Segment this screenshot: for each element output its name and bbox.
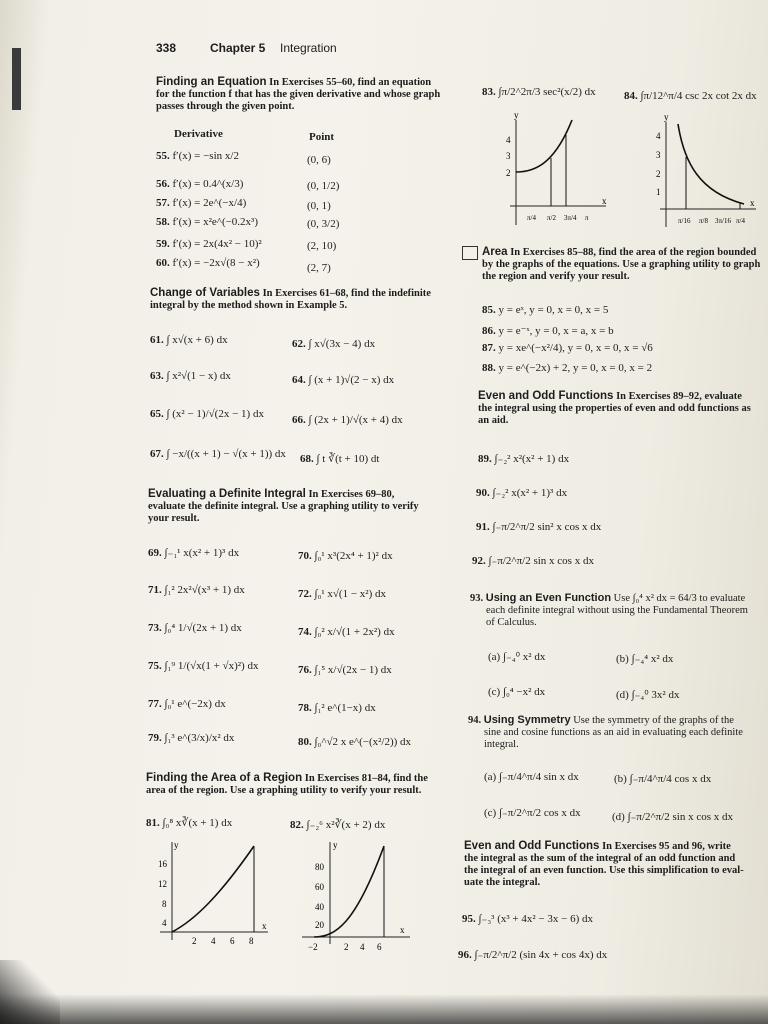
x-tick: π	[585, 214, 589, 222]
y-tick: 60	[315, 882, 324, 892]
exercise-65: 65. ∫ (x² − 1)/√(2x − 1) dx	[150, 408, 264, 420]
section-text: evaluate the definite integral. Use a graphing utility to verify	[148, 501, 419, 512]
exercise-76: 76. ∫₁⁵ x/√(2x − 1) dx	[298, 664, 392, 676]
exercise-94d: (d) ∫₋π/2^π/2 sin x cos x dx	[612, 811, 734, 823]
x-tick: π/2	[547, 214, 556, 222]
exercise-89: 89. ∫₋₂² x²(x² + 1) dx	[478, 453, 570, 465]
exercise-94b: (b) ∫₋π/4^π/4 cos x dx	[614, 773, 712, 785]
exercise-59: 59. f′(x) = 2x(4x² − 10)²	[156, 238, 262, 250]
exercise-68: 68. ∫ t ∛(t + 10) dt	[300, 453, 380, 465]
x-tick: 3π/16	[715, 217, 731, 225]
exercise-72: 72. ∫₀¹ x√(1 − x²) dx	[298, 588, 387, 600]
curve	[172, 846, 254, 932]
exercise-85: 85. y = eˣ, y = 0, x = 0, x = 5	[482, 304, 609, 316]
x-axis-label: x	[262, 921, 267, 931]
section-text: integral by the method shown in Example 5.	[150, 300, 348, 311]
section-area	[482, 246, 767, 283]
y-tick: 2	[506, 168, 511, 178]
point-60: (2, 7)	[307, 262, 331, 274]
page-number: 338	[156, 41, 177, 55]
curve	[314, 846, 384, 937]
section-heading: Area	[482, 246, 508, 258]
exercise-78: 78. ∫₁² e^(1−x) dx	[298, 702, 376, 714]
x-tick: 2	[192, 936, 197, 946]
x-tick: 2	[344, 942, 349, 952]
y-tick: 4	[506, 135, 511, 145]
exercise-82: 82. ∫₋₂⁶ x²∛(x + 2) dx	[290, 819, 386, 831]
section-heading: Finding an Equation	[156, 76, 267, 88]
exercise-83: 83. ∫π/2^2π/3 sec²(x/2) dx	[482, 86, 596, 98]
column-header-derivative: Derivative	[174, 128, 223, 140]
x-tick: 3π/4	[564, 214, 577, 222]
section-text: the integral as the sum of the integral of an odd function and	[464, 853, 736, 864]
section-text: In Exercises 55–60, find an equation	[269, 77, 432, 88]
section-text: the integral of an even function. Use this simplification to eval-	[464, 865, 744, 876]
exercise-84: 84. ∫π/12^π/4 csc 2x cot 2x dx	[624, 90, 757, 102]
x-tick: 8	[249, 936, 254, 946]
y-tick: 2	[656, 169, 661, 179]
section-text: In Exercises 69–80,	[308, 489, 395, 500]
chapter-title: Integration	[280, 41, 337, 55]
y-tick: 4	[656, 131, 661, 141]
exercise-55: 55. f′(x) = −sin x/2	[156, 150, 239, 162]
exercise-81: 81. ∫₀⁸ x∛(x + 1) dx	[146, 817, 233, 829]
point-55: (0, 6)	[307, 154, 331, 166]
exercise-63: 63. ∫ x²√(1 − x) dx	[150, 370, 231, 382]
exercise-93b: (b) ∫₋₄⁴ x² dx	[616, 653, 674, 665]
page-shadow	[0, 994, 768, 1024]
x-tick: 4	[211, 936, 216, 946]
x-axis-label: x	[400, 925, 405, 935]
point-59: (2, 10)	[307, 240, 337, 252]
section-heading: Even and Odd Functions	[478, 390, 614, 402]
y-tick: 3	[506, 151, 511, 161]
y-axis-label: y	[174, 840, 179, 850]
exercise-75: 75. ∫₁⁹ 1/(√x(1 + √x)²) dx	[148, 660, 259, 672]
exercise-88: 88. y = e^(−2x) + 2, y = 0, x = 0, x = 2	[482, 362, 653, 374]
exercise-91: 91. ∫₋π/2^π/2 sin² x cos x dx	[476, 521, 602, 533]
section-text: In Exercises 61–68, find the indefinite	[262, 288, 431, 299]
exercise-heading: Using Symmetry	[483, 714, 571, 726]
exercise-58: 58. f′(x) = x²e^(−0.2x³)	[156, 216, 259, 228]
y-tick: 12	[158, 879, 167, 889]
section-text: In Exercises 81–84, find the	[304, 773, 428, 784]
y-tick: 20	[315, 920, 324, 930]
exercise-62: 62. ∫ x√(3x − 4) dx	[292, 338, 376, 350]
x-axis-label: x	[602, 196, 607, 206]
exercise-67: 67. ∫ −x/((x + 1) − √(x + 1)) dx	[150, 448, 286, 460]
x-tick: 4	[360, 942, 365, 952]
exercise-95: 95. ∫₋₃³ (x³ + 4x² − 3x − 6) dx	[462, 913, 593, 925]
graph-82	[300, 840, 415, 955]
point-57: (0, 1)	[307, 200, 331, 212]
section-area-region	[146, 772, 476, 797]
section-even-odd	[478, 390, 766, 427]
exercise-93: 93. Using an Even Function Use ∫₀⁴ x² dx = 64/3 to evaluate each definite integral without using the Fundamental Theorem of Calculus.	[470, 592, 748, 628]
exercise-90: 90. ∫₋₂² x(x² + 1)³ dx	[476, 487, 568, 499]
y-tick: 3	[656, 150, 661, 160]
section-text: by the graphs of the equations. Use a graphing utility to graph	[482, 259, 761, 270]
section-even-odd-2	[464, 840, 764, 889]
y-axis-label: y	[664, 112, 669, 122]
exercise-70: 70. ∫₀¹ x³(2x⁴ + 1)² dx	[298, 550, 393, 562]
y-tick: 16	[158, 859, 167, 869]
exercise-60: 60. f′(x) = −2x√(8 − x²)	[156, 257, 260, 269]
section-text: the region and verify your result.	[482, 271, 630, 282]
section-text: uate the integral.	[464, 877, 541, 888]
exercise-96: 96. ∫₋π/2^π/2 (sin 4x + cos 4x) dx	[458, 949, 608, 961]
page-corner-shadow	[0, 960, 60, 1024]
x-axis-label: x	[750, 198, 755, 208]
section-change-of-variables	[150, 287, 470, 312]
curve	[678, 124, 744, 204]
x-tick: π/8	[699, 217, 708, 225]
section-finding-equation	[156, 76, 466, 113]
section-heading: Even and Odd Functions	[464, 840, 600, 852]
exercise-79: 79. ∫₁³ e^(3/x)/x² dx	[148, 732, 235, 744]
exercise-71: 71. ∫₁² 2x²√(x³ + 1) dx	[148, 584, 245, 596]
point-58: (0, 3/2)	[307, 218, 340, 230]
section-text: your result.	[148, 513, 200, 524]
y-tick: 40	[315, 902, 324, 912]
y-tick: 80	[315, 862, 324, 872]
chapter-label: Chapter 5	[210, 41, 266, 55]
section-text: the integral using the properties of even and odd functions as	[478, 403, 751, 414]
exercise-61: 61. ∫ x√(x + 6) dx	[150, 334, 228, 346]
graph-81	[150, 840, 275, 950]
exercise-94c: (c) ∫₋π/2^π/2 cos x dx	[484, 807, 581, 819]
section-text: passes through the given point.	[156, 101, 295, 112]
exercise-57: 57. f′(x) = 2e^(−x/4)	[156, 197, 247, 209]
section-text: In Exercises 95 and 96, write	[602, 841, 731, 852]
graphing-utility-icon	[462, 246, 478, 260]
exercise-93d: (d) ∫₋₄⁰ 3x² dx	[616, 689, 680, 701]
graph-84	[644, 112, 762, 237]
curve	[516, 120, 572, 172]
binder-tab	[12, 48, 21, 110]
y-tick: 1	[656, 187, 661, 197]
section-text: area of the region. Use a graphing utility to verify your result.	[146, 785, 422, 796]
point-56: (0, 1/2)	[307, 180, 340, 192]
section-text: for the function f that has the given derivative and whose graph	[156, 89, 441, 100]
exercise-77: 77. ∫₀¹ e^(−2x) dx	[148, 698, 226, 710]
exercise-93c: (c) ∫₀⁴ −x² dx	[488, 686, 546, 698]
graph-83	[494, 110, 612, 235]
y-tick: 4	[162, 918, 167, 928]
y-tick: 8	[162, 899, 167, 909]
section-text: In Exercises 89–92, evaluate	[616, 391, 742, 402]
exercise-56: 56. f′(x) = 0.4^(x/3)	[156, 178, 244, 190]
exercise-73: 73. ∫₀⁴ 1/√(2x + 1) dx	[148, 622, 242, 634]
x-tick: 6	[377, 942, 382, 952]
exercise-87: 87. y = xe^(−x²/4), y = 0, x = 0, x = √6	[482, 342, 653, 354]
exercise-94a: (a) ∫₋π/4^π/4 sin x dx	[484, 771, 579, 783]
section-definite-integral	[148, 488, 478, 525]
section-text: In Exercises 85–88, find the area of the region bounded	[510, 247, 757, 258]
section-heading: Change of Variables	[150, 287, 260, 299]
section-heading: Evaluating a Definite Integral	[148, 488, 306, 500]
exercise-heading: Using an Even Function	[485, 592, 612, 604]
exercise-92: 92. ∫₋π/2^π/2 sin x cos x dx	[472, 555, 594, 567]
section-heading: Finding the Area of a Region	[146, 772, 303, 784]
exercise-66: 66. ∫ (2x + 1)/√(x + 4) dx	[292, 414, 403, 426]
exercise-69: 69. ∫₋₁¹ x(x² + 1)³ dx	[148, 547, 240, 559]
x-tick: π/4	[736, 217, 745, 225]
exercise-80: 80. ∫₀^√2 x e^(−(x²/2)) dx	[298, 736, 412, 748]
exercise-94: 94. Using Symmetry Use the symmetry of the graphs of the sine and cosine functions as an aid in evaluating each definite integral.	[468, 714, 743, 750]
section-text: an aid.	[478, 415, 509, 426]
y-axis-label: y	[514, 110, 519, 120]
exercise-74: 74. ∫₀² x/√(1 + 2x²) dx	[298, 626, 395, 638]
exercise-86: 86. y = e⁻ˣ, y = 0, x = a, x = b	[482, 325, 614, 337]
x-tick: 6	[230, 936, 235, 946]
y-axis-label: y	[333, 840, 338, 850]
x-tick: π/4	[527, 214, 536, 222]
exercise-64: 64. ∫ (x + 1)√(2 − x) dx	[292, 374, 395, 386]
exercise-93a: (a) ∫₋₄⁰ x² dx	[488, 651, 546, 663]
x-tick: −2	[308, 942, 318, 952]
column-header-point: Point	[309, 131, 335, 143]
x-tick: π/16	[678, 217, 691, 225]
